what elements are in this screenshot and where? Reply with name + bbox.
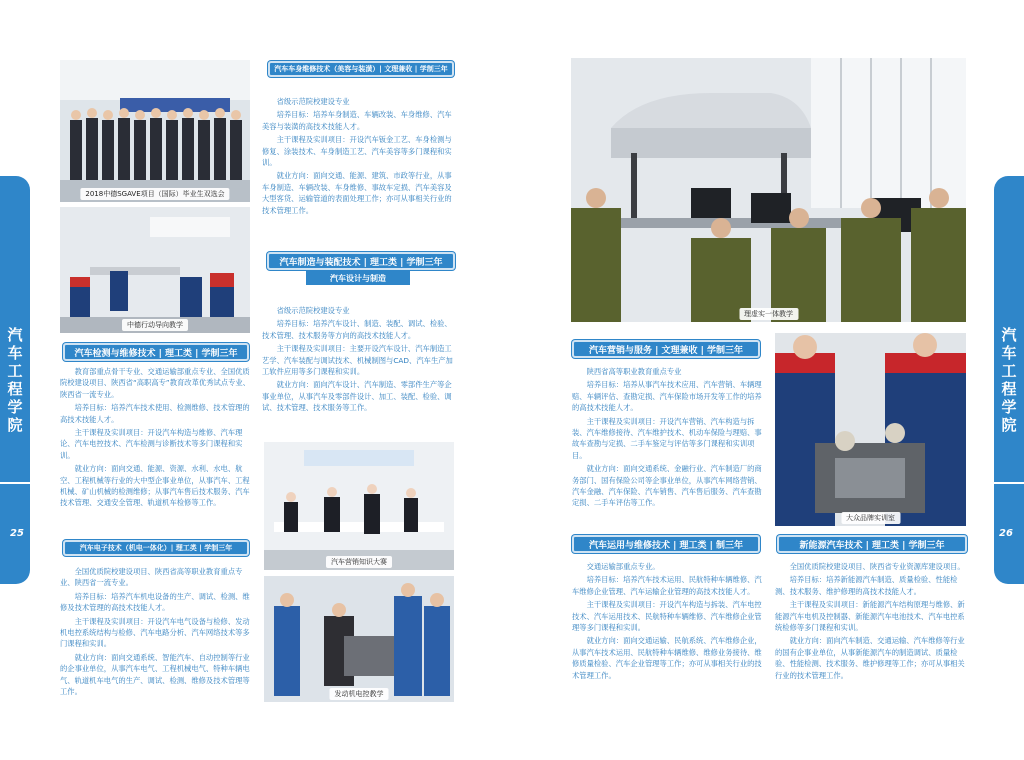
section-header-application: 汽车运用与维修技术 | 理工类 | 制三年 xyxy=(572,535,760,553)
photo-vw-lab xyxy=(775,333,966,526)
section-body-manufacture: 省级示范院校建设专业 培养目标：培养汽车设计、制造、装配、调试、检验、技术管理、技术服务等方向的高技术技能人才。 主干课程及实训项目：主要开设汽车设计、汽车制造工艺学、汽车装配与调试技术、机械制图与CAD、汽车生产加工软件应用等多门课程和实训。 就业方向：面向汽车设计、汽车制造、零部件生产等企事业单位，从事汽车及零部件设计、加工、装配、检验、调试、技术管理、技术服务等工作。 xyxy=(262,306,453,413)
photo-action-teaching xyxy=(60,207,250,333)
section-body-marketing: 陕西省高等职业教育重点专业 培养目标：培养从事汽车技术应用、汽车营销、车辆理赔、车辆评估、查勘定损、汽车保险市场开发等工作的培养的高技术技能人才。 主干课程及实训项目：开设汽车营销、汽车构造与拆装、汽车维修接待、汽车维护技术、机动车保险与理赔、事故车查勘与定损、二手车鉴定与评估等多门课程和实训项目。 就业方向：面向交通系统、金融行业、汽车制造厂的商务部门、国有保险公司等企事业单位，从事汽车网络营销、汽车金融、汽车保险、汽车销售、汽车售后服务、汽车查勘定损、二手车评估等工作。 xyxy=(572,367,762,508)
section-header-body-repair: 汽车车身维修技术（美容与装潢）| 文理兼收 | 学制三年 xyxy=(268,61,454,77)
photo-graduate-fair xyxy=(60,60,250,202)
photo-caption: 中德行动导向教学 xyxy=(122,319,188,331)
section-body-electronic: 全国优质院校建设项目、陕西省高等职业教育重点专业、陕西省一流专业。 培养目标：培养汽车机电设备的生产、调试、检测、维修及技术管理的高技术技能人才。 主干课程及实训项目：开设汽车电气设备与检修、发动机电控系统结构与检修、汽车电路分析、汽车网络技术等多门课程和实训。 就业方向：面向交通系统、智能汽车、自动控制等行业的企事业单位，从事汽车电气、工程机械电气、特种车辆电气、轨道机车电气的生产、调试、检测、维修及技术管理等工作。 xyxy=(60,567,250,697)
photo-integrated-teaching xyxy=(571,58,966,322)
photo-caption: 理虚实一体教学 xyxy=(739,308,798,320)
section-body-body-repair: 省级示范院校建设专业 培养目标：培养车身制造、车辆改装、车身维修、汽车美容与装潢的高技术技能人才。 主干课程及实训项目：开设汽车钣金工艺、车身检测与修复、涂装技术、车身制造工艺、汽车美容等多门课程和实训。 就业方向：面向交通、能源、建筑、市政等行业，从事车身制造、车辆改装、车身维修、事故车定损、汽车美容及大型客货、运输管道的表面处理工作；亦可从事相关行业的技术管理工作。 xyxy=(262,97,452,215)
section-header-manufacture: 汽车制造与装配技术 | 理工类 | 学制三年 xyxy=(267,252,455,270)
left-page-number: 25 xyxy=(10,528,24,539)
right-tab-title: 汽车工程学院 xyxy=(1001,326,1017,434)
photo-engine-teaching xyxy=(264,576,454,702)
right-tab-divider xyxy=(994,482,1024,484)
photo-caption: 大众品牌实训室 xyxy=(841,512,900,524)
section-header-inspection: 汽车检测与维修技术 | 理工类 | 学制三年 xyxy=(63,343,249,361)
section-body-application: 交通运输部重点专业。 培养目标：培养汽车技术运用、民航特种车辆维修、汽车维修企业管理、汽车运输企业管理的高技术技能人才。 主干课程及实训项目：开设汽车构造与拆装、汽车电控技术、汽车运用技术、民航特种车辆维修、汽车维修企业管理等多门课程和实训。 就业方向：面向交通运输、民航系统、汽车维修企业，从事汽车技术运用、民航特种车辆维修、维修业务接待、维修质量检验、汽车企业管理等工作；亦可从事相关行业的技术管理工作。 xyxy=(572,562,762,680)
section-body-inspection: 教育部重点骨干专业、交通运输部重点专业、全国优质院校建设项目、陕西省“高职高专”教育改革优秀试点专业、陕西省一流专业。 培养目标：培养汽车技术使用、检测维修、技术管理的高技术技能人才。 主干课程及实训项目：开设汽车构造与维修、汽车理论、汽车电控技术、汽车检测与诊断技术等多门课程和实训。 就业方向：面向交通、能源、资源、水利、水电、航空、工程机械等行业的大中型企事业单位，从事汽车、工程机械、矿山机械的检测维修；从事汽车售后技术服务、汽车技术管理、交通安全管理、轨道机车检修等工作。 xyxy=(60,367,250,508)
section-header-electronic: 汽车电子技术（机电一体化）| 理工类 | 学制三年 xyxy=(63,540,249,556)
right-page-number: 26 xyxy=(999,528,1013,539)
right-side-tab xyxy=(994,176,1024,584)
section-subtitle-manufacture: 汽车设计与制造 xyxy=(306,271,410,285)
photo-caption: 发动机电控教学 xyxy=(330,688,389,700)
section-body-new-energy: 全国优质院校建设项目、陕西省专业资源库建设项目。 培养目标：培养新能源汽车制造、质量检验、性能检测、技术服务、维护修理的高技术技能人才。 主干课程及实训项目：新能源汽车结构原理与维修、新能源汽车电机及控制器、新能源汽车电池技术、汽车电控系统检修等多门课程和实训。 就业方向：面向汽车制造、交通运输、汽车维修等行业的国有企事业单位，从事新能源汽车的制造调试、质量检验、性能检测、技术服务、维护修理等工作；亦可从事相关行业的技术管理工作。 xyxy=(775,562,965,680)
photo-caption: 汽车营销知识大赛 xyxy=(326,556,392,568)
section-header-marketing: 汽车营销与服务 | 文理兼收 | 学制三年 xyxy=(572,340,760,358)
left-tab-divider xyxy=(0,482,30,484)
photo-marketing-contest xyxy=(264,442,454,570)
left-tab-title: 汽车工程学院 xyxy=(7,326,23,434)
section-header-new-energy: 新能源汽车技术 | 理工类 | 学制三年 xyxy=(777,535,967,553)
left-side-tab xyxy=(0,176,30,584)
photo-caption: 2018中德SGAVE项目（国际）毕业生双选会 xyxy=(80,188,229,200)
